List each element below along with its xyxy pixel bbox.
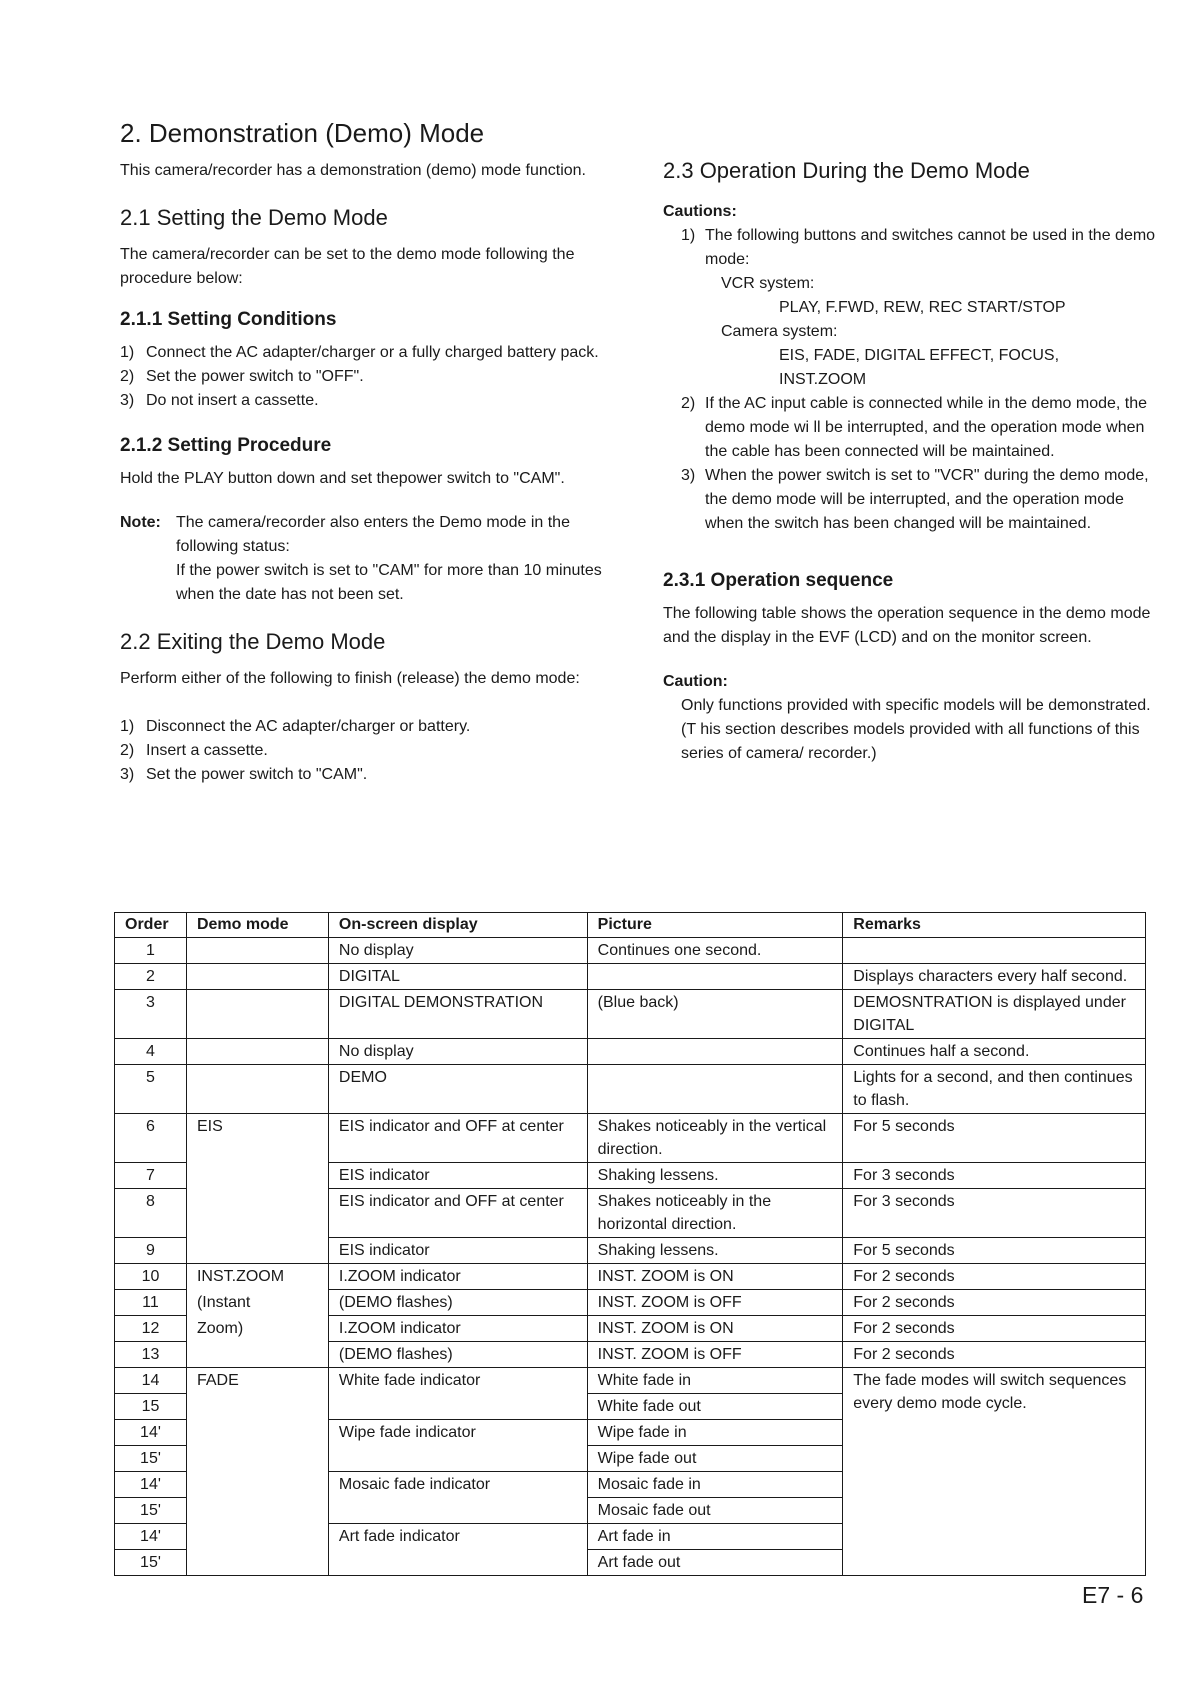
picture-cell: INST. ZOOM is ON bbox=[587, 1316, 843, 1342]
list-item bbox=[120, 715, 620, 739]
section-2-1-heading: 2.1 Setting the Demo Mode bbox=[120, 205, 388, 230]
osd-cell: Mosaic fade indicator bbox=[328, 1472, 587, 1524]
vcr-system-label: VCR system: bbox=[721, 275, 815, 292]
remarks-cell: Lights for a second, and then continues to flash. bbox=[843, 1065, 1146, 1114]
item-text: When the power switch is set to "VCR" during the demo mode, the demo mode will be interrupted, and the operation mode when the switch has been changed will be maintained. bbox=[705, 467, 1149, 532]
table-row bbox=[115, 1065, 1146, 1114]
picture-cell: Art fade out bbox=[587, 1550, 843, 1576]
table-row bbox=[115, 1114, 1146, 1163]
item-text: Connect the AC adapter/charger or a fully charged battery pack. bbox=[146, 344, 599, 361]
mode-cell bbox=[186, 1065, 328, 1114]
remarks-cell: For 2 seconds bbox=[843, 1290, 1146, 1316]
header-on-screen-display: On-screen display bbox=[328, 913, 587, 938]
order-cell: 15' bbox=[115, 1498, 187, 1524]
picture-cell: INST. ZOOM is ON bbox=[587, 1264, 843, 1290]
order-cell: 6 bbox=[115, 1114, 187, 1163]
picture-cell: INST. ZOOM is OFF bbox=[587, 1290, 843, 1316]
remarks-cell: The fade modes will switch sequences every demo mode cycle. bbox=[843, 1368, 1146, 1576]
item-text: Set the power switch to "OFF". bbox=[146, 368, 364, 385]
remarks-cell: For 2 seconds bbox=[843, 1264, 1146, 1290]
table-row bbox=[115, 1342, 1146, 1368]
header-picture: Picture bbox=[587, 913, 843, 938]
exit-steps-list bbox=[120, 715, 620, 787]
picture-cell bbox=[587, 1065, 843, 1114]
item-number: 1) bbox=[120, 344, 135, 361]
order-cell: 15' bbox=[115, 1550, 187, 1576]
table-row bbox=[115, 990, 1146, 1039]
order-cell: 7 bbox=[115, 1163, 187, 1189]
table-row bbox=[115, 1264, 1146, 1290]
order-cell: 3 bbox=[115, 990, 187, 1039]
item-number: 3) bbox=[120, 766, 135, 783]
picture-cell: Shakes noticeably in the horizontal direction. bbox=[587, 1189, 843, 1238]
osd-cell: No display bbox=[328, 938, 587, 964]
left-column bbox=[120, 118, 620, 787]
order-cell: 10 bbox=[115, 1264, 187, 1290]
picture-cell: White fade out bbox=[587, 1394, 843, 1420]
order-cell: 14 bbox=[115, 1368, 187, 1394]
osd-cell: I.ZOOM indicator bbox=[328, 1264, 587, 1290]
vcr-buttons: PLAY, F.FWD, REW, REC START/STOP bbox=[779, 299, 1066, 316]
picture-cell: Wipe fade in bbox=[587, 1420, 843, 1446]
osd-cell: (DEMO flashes) bbox=[328, 1342, 587, 1368]
picture-cell: Wipe fade out bbox=[587, 1446, 843, 1472]
section-2-1-text: The camera/recorder can be set to the demo mode following the procedure below: bbox=[120, 246, 575, 287]
osd-cell: I.ZOOM indicator bbox=[328, 1316, 587, 1342]
picture-cell: Shaking lessens. bbox=[587, 1238, 843, 1264]
osd-cell: No display bbox=[328, 1039, 587, 1065]
osd-cell: White fade indicator bbox=[328, 1368, 587, 1420]
picture-cell bbox=[587, 964, 843, 990]
remarks-cell: For 2 seconds bbox=[843, 1342, 1146, 1368]
note-line: The camera/recorder also enters the Demo mode in the following status: bbox=[176, 514, 570, 555]
item-number: 2) bbox=[681, 395, 696, 412]
order-cell: 4 bbox=[115, 1039, 187, 1065]
remarks-cell: Continues half a second. bbox=[843, 1039, 1146, 1065]
table-row bbox=[115, 938, 1146, 964]
picture-cell: White fade in bbox=[587, 1368, 843, 1394]
right-column bbox=[663, 158, 1163, 766]
osd-cell: EIS indicator and OFF at center bbox=[328, 1114, 587, 1163]
section-2-1-2-heading: 2.1.2 Setting Procedure bbox=[120, 435, 332, 456]
camera-buttons-line1: EIS, FADE, DIGITAL EFFECT, FOCUS, bbox=[779, 347, 1060, 364]
osd-cell: Wipe fade indicator bbox=[328, 1420, 587, 1472]
item-number: 2) bbox=[120, 742, 135, 759]
picture-cell: Art fade in bbox=[587, 1524, 843, 1550]
intro-text: This camera/recorder has a demonstration (demo) mode function. bbox=[120, 162, 586, 179]
order-cell: 5 bbox=[115, 1065, 187, 1114]
item-text: The following buttons and switches cannot be used in the demo mode: bbox=[705, 227, 1156, 268]
item-number: 1) bbox=[681, 227, 696, 244]
remarks-cell: For 2 seconds bbox=[843, 1316, 1146, 1342]
picture-cell: Mosaic fade in bbox=[587, 1472, 843, 1498]
osd-cell: EIS indicator bbox=[328, 1238, 587, 1264]
table-row bbox=[115, 1316, 1146, 1342]
cautions-label: Cautions: bbox=[663, 203, 737, 220]
header-demo-mode: Demo mode bbox=[186, 913, 328, 938]
order-cell: 15 bbox=[115, 1394, 187, 1420]
section-2-1-1-heading: 2.1.1 Setting Conditions bbox=[120, 309, 337, 330]
caution-label: Caution: bbox=[663, 673, 728, 690]
note-label: Note: bbox=[120, 514, 161, 531]
list-item bbox=[120, 389, 620, 413]
order-cell: 1 bbox=[115, 938, 187, 964]
order-cell: 11 bbox=[115, 1290, 187, 1316]
order-cell: 2 bbox=[115, 964, 187, 990]
spacer bbox=[120, 691, 620, 715]
item-text: Insert a cassette. bbox=[146, 742, 268, 759]
caution-item-2 bbox=[663, 392, 1163, 464]
picture-cell: Mosaic fade out bbox=[587, 1498, 843, 1524]
picture-cell: (Blue back) bbox=[587, 990, 843, 1039]
camera-buttons-line2: INST.ZOOM bbox=[779, 371, 867, 388]
section-2-2-text: Perform either of the following to finish (release) the demo mode: bbox=[120, 670, 580, 687]
section-2-3-1-text: The following table shows the operation sequence in the demo mode and the display in the EVF (LCD) and on the monitor screen. bbox=[663, 605, 1151, 646]
picture-cell: Shakes noticeably in the vertical direction. bbox=[587, 1114, 843, 1163]
osd-cell: DEMO bbox=[328, 1065, 587, 1114]
remarks-cell: DEMOSNTRATION is displayed under DIGITAL bbox=[843, 990, 1146, 1039]
mode-cell bbox=[186, 1039, 328, 1065]
section-2-3-1-heading: 2.3.1 Operation sequence bbox=[663, 570, 894, 591]
list-item bbox=[120, 365, 620, 389]
note-body bbox=[176, 511, 620, 607]
item-text: Disconnect the AC adapter/charger or battery. bbox=[146, 718, 471, 735]
table-row bbox=[115, 1039, 1146, 1065]
picture-cell: Continues one second. bbox=[587, 938, 843, 964]
order-cell: 12 bbox=[115, 1316, 187, 1342]
caution-item-1 bbox=[663, 224, 1163, 272]
order-cell: 9 bbox=[115, 1238, 187, 1264]
table-header-row bbox=[115, 913, 1146, 938]
item-number: 3) bbox=[681, 467, 696, 484]
note-line: If the power switch is set to "CAM" for more than 10 minutes when the date has not been set. bbox=[176, 562, 602, 603]
picture-cell: Shaking lessens. bbox=[587, 1163, 843, 1189]
operation-sequence-table bbox=[114, 912, 1146, 1576]
mode-cell: Zoom) bbox=[186, 1316, 328, 1342]
table-row bbox=[115, 1368, 1146, 1394]
page-number: E7 - 6 bbox=[1082, 1582, 1144, 1608]
mode-cell bbox=[186, 990, 328, 1039]
order-cell: 8 bbox=[115, 1189, 187, 1238]
remarks-cell: Displays characters every half second. bbox=[843, 964, 1146, 990]
order-cell: 14' bbox=[115, 1524, 187, 1550]
order-cell: 14' bbox=[115, 1420, 187, 1446]
order-cell: 13 bbox=[115, 1342, 187, 1368]
picture-cell: INST. ZOOM is OFF bbox=[587, 1342, 843, 1368]
mode-cell: INST.ZOOM bbox=[186, 1264, 328, 1290]
item-text: Set the power switch to "CAM". bbox=[146, 766, 368, 783]
remarks-cell: For 5 seconds bbox=[843, 1114, 1146, 1163]
list-item bbox=[120, 341, 620, 365]
remarks-cell bbox=[843, 938, 1146, 964]
osd-cell: DIGITAL bbox=[328, 964, 587, 990]
mode-cell: FADE bbox=[186, 1368, 328, 1576]
remarks-cell: For 5 seconds bbox=[843, 1238, 1146, 1264]
setting-conditions-list bbox=[120, 341, 620, 413]
item-number: 1) bbox=[120, 718, 135, 735]
setting-procedure-text: Hold the PLAY button down and set thepower switch to "CAM". bbox=[120, 470, 565, 487]
header-remarks: Remarks bbox=[843, 913, 1146, 938]
osd-cell: EIS indicator bbox=[328, 1163, 587, 1189]
order-cell: 14' bbox=[115, 1472, 187, 1498]
item-number: 2) bbox=[120, 368, 135, 385]
camera-system-label: Camera system: bbox=[721, 323, 838, 340]
section-2-3-heading: 2.3 Operation During the Demo Mode bbox=[663, 158, 1030, 183]
remarks-cell: For 3 seconds bbox=[843, 1189, 1146, 1238]
caution-item-3 bbox=[663, 464, 1163, 536]
mode-cell bbox=[186, 938, 328, 964]
osd-cell: EIS indicator and OFF at center bbox=[328, 1189, 587, 1238]
header-order: Order bbox=[115, 913, 187, 938]
picture-cell bbox=[587, 1039, 843, 1065]
item-number: 3) bbox=[120, 392, 135, 409]
table-row bbox=[115, 1290, 1146, 1316]
list-item bbox=[120, 739, 620, 763]
list-item bbox=[120, 763, 620, 787]
item-text: Do not insert a cassette. bbox=[146, 392, 319, 409]
osd-cell: (DEMO flashes) bbox=[328, 1290, 587, 1316]
mode-cell: (Instant bbox=[186, 1290, 328, 1316]
item-text: If the AC input cable is connected while in the demo mode, the demo mode wi ll be interrupted, and the operation mode when the cable has been connected will be maintained. bbox=[705, 395, 1148, 460]
osd-cell: Art fade indicator bbox=[328, 1524, 587, 1576]
mode-cell bbox=[186, 1342, 328, 1368]
note-block bbox=[120, 511, 620, 607]
remarks-cell: For 3 seconds bbox=[843, 1163, 1146, 1189]
section-2-2-heading: 2.2 Exiting the Demo Mode bbox=[120, 629, 386, 654]
mode-cell bbox=[186, 964, 328, 990]
caution-text: Only functions provided with specific models will be demonstrated. (T his section describes models provided with all functions of this series of camera/ recorder.) bbox=[681, 697, 1151, 762]
order-cell: 15' bbox=[115, 1446, 187, 1472]
page-title: 2. Demonstration (Demo) Mode bbox=[120, 118, 485, 148]
osd-cell: DIGITAL DEMONSTRATION bbox=[328, 990, 587, 1039]
table-row bbox=[115, 964, 1146, 990]
mode-cell: EIS bbox=[186, 1114, 328, 1264]
